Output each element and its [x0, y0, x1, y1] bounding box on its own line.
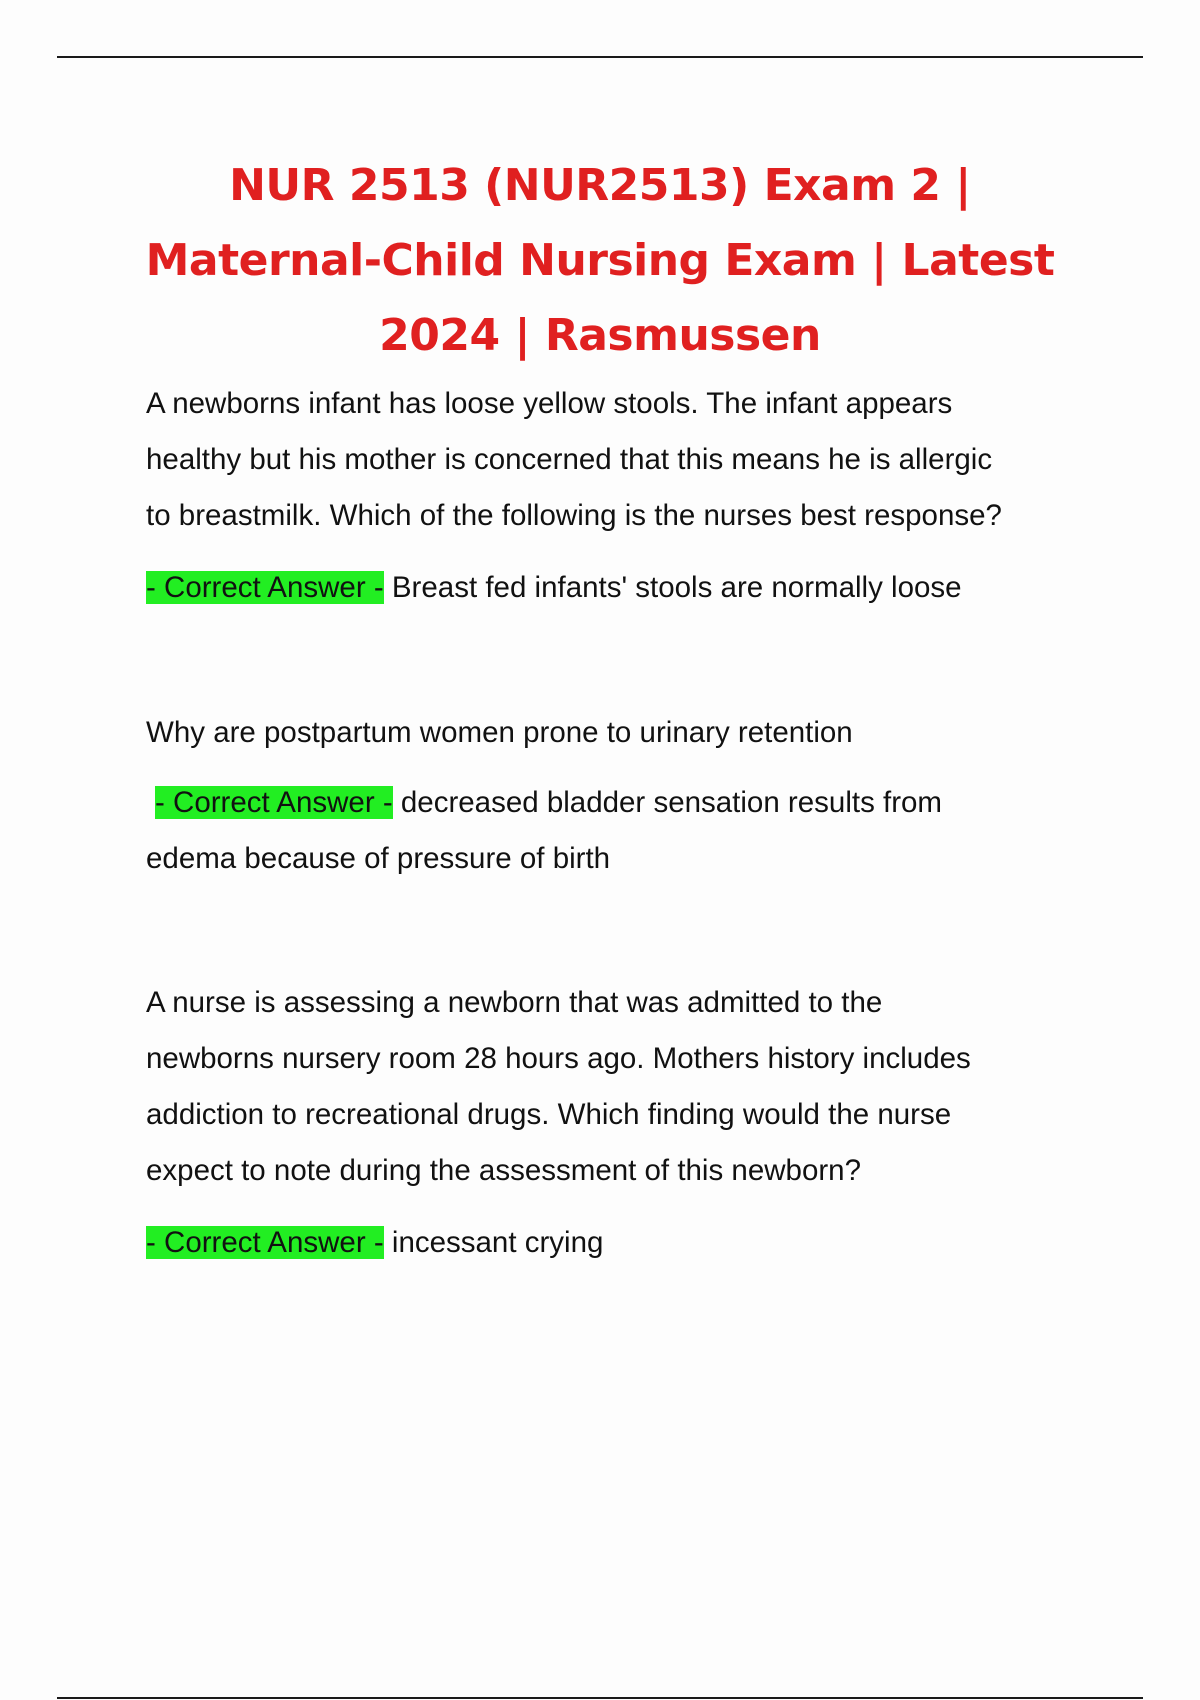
question-3-line-3: addiction to recreational drugs. Which finding would the nurse	[146, 1098, 952, 1131]
answer-3	[146, 1215, 1106, 1271]
correct-answer-label: - Correct Answer -	[146, 1226, 384, 1259]
question-2-line-1: Why are postpartum women prone to urinary retention	[146, 716, 853, 749]
question-1-line-2: healthy but his mother is concerned that this means he is allergic	[146, 443, 993, 476]
answer-2	[146, 775, 1106, 887]
answer-1	[146, 560, 1106, 616]
correct-answer-label: - Correct Answer -	[155, 786, 393, 819]
question-3	[146, 975, 1106, 1199]
top-rule	[57, 56, 1143, 58]
document-title	[100, 148, 1100, 373]
question-3-line-4: expect to note during the assessment of this newborn?	[146, 1154, 861, 1187]
correct-answer-label: - Correct Answer -	[146, 571, 384, 604]
question-1-line-3: to breastmilk. Which of the following is the nurses best response?	[146, 499, 1002, 532]
question-1-line-1: A newborns infant has loose yellow stools. The infant appears	[146, 387, 953, 420]
question-3-line-2: newborns nursery room 28 hours ago. Mothers history includes	[146, 1042, 971, 1075]
question-3-line-1: A nurse is assessing a newborn that was admitted to the	[146, 986, 883, 1019]
title-line-3: 2024 | Rasmussen	[379, 310, 821, 361]
bottom-rule	[57, 1697, 1143, 1699]
answer-2-text: decreased bladder sensation results from	[392, 786, 943, 819]
question-1	[146, 376, 1106, 544]
title-line-1: NUR 2513 (NUR2513) Exam 2 |	[229, 160, 971, 211]
title-line-2: Maternal-Child Nursing Exam | Latest	[145, 235, 1055, 286]
question-2	[146, 705, 1106, 761]
answer-1-text: Breast fed infants' stools are normally loose	[383, 571, 962, 604]
answer-2-continuation: edema because of pressure of birth	[146, 842, 611, 875]
answer-3-text: incessant crying	[383, 1226, 604, 1259]
